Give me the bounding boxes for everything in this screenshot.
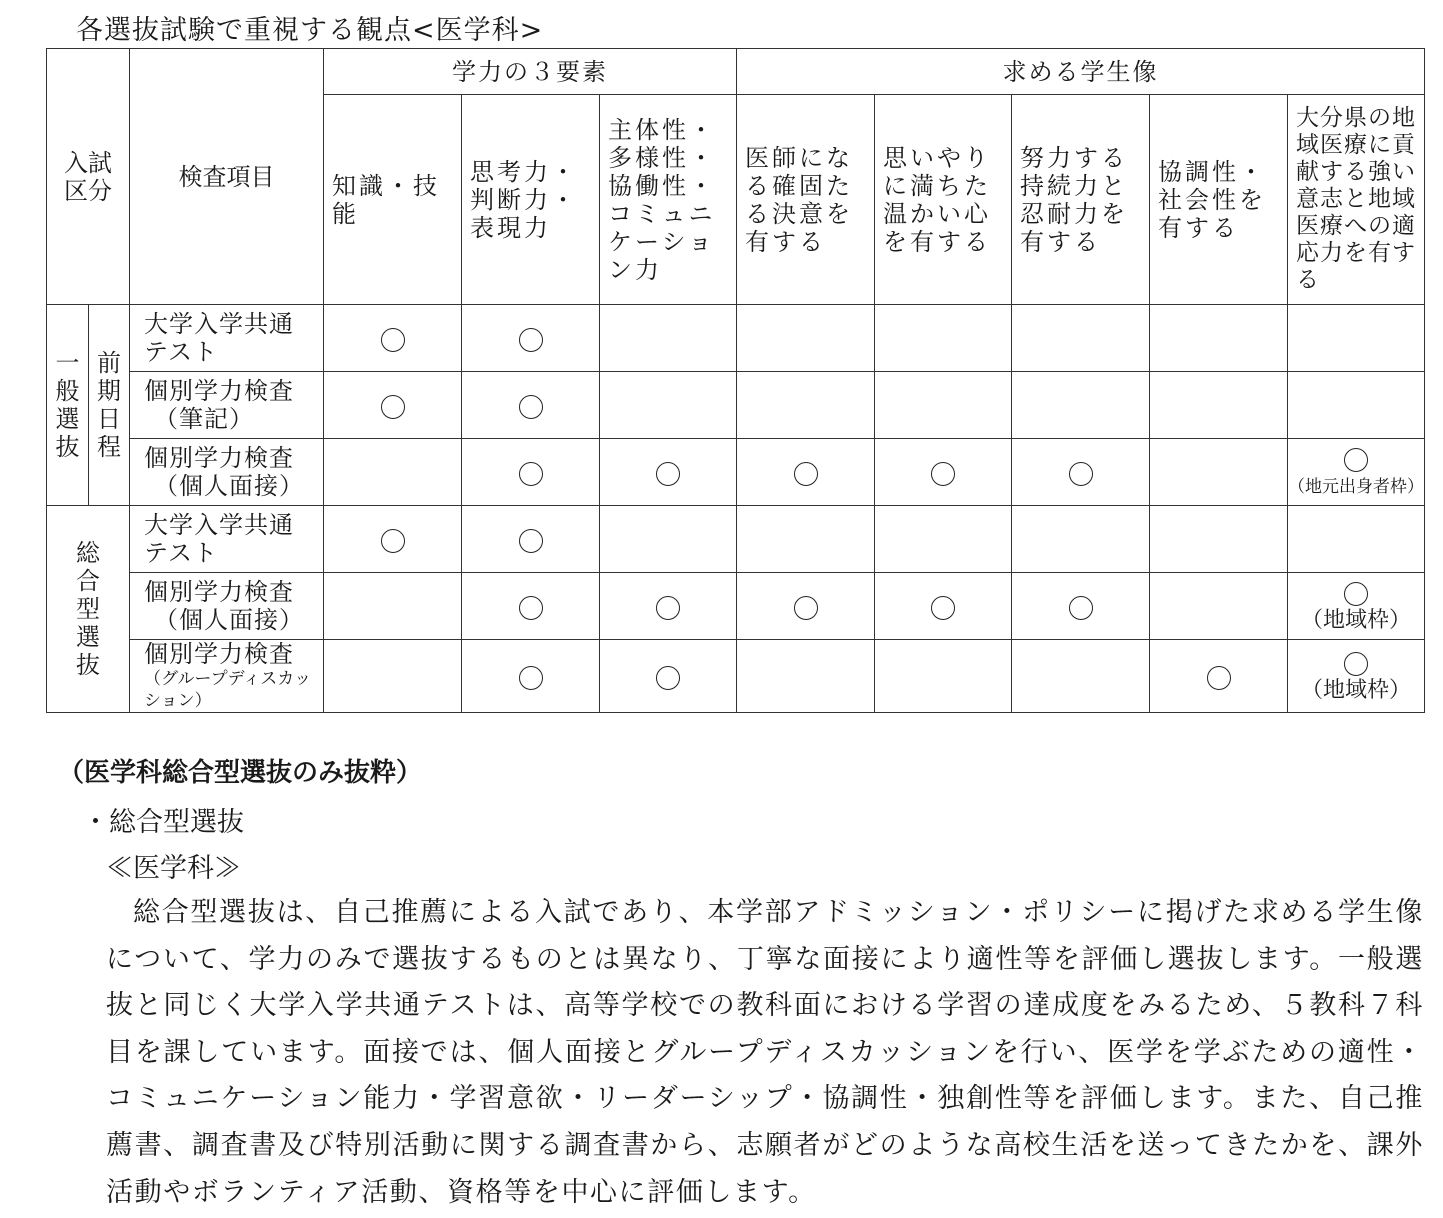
header-col-determination: 医師になる確固たる決意を有する <box>737 95 875 305</box>
circle-mark <box>519 328 543 352</box>
mark-cell <box>875 439 1012 506</box>
header-col-thinking: 思考力・判断力・表現力 <box>462 95 600 305</box>
mark-cell <box>1150 573 1288 640</box>
circle-mark <box>519 529 543 553</box>
table-row <box>47 439 1425 506</box>
section-general-sublabel: 前 期 日 程 <box>89 305 130 506</box>
circle-mark <box>1207 666 1231 690</box>
mark-cell <box>1288 439 1425 506</box>
table-row <box>47 372 1425 439</box>
circle-mark <box>931 596 955 620</box>
mark-cell <box>462 305 600 372</box>
circle-mark <box>1344 448 1368 472</box>
section-title: （医学科総合型選抜のみ抜粋） <box>58 758 423 788</box>
mark-cell <box>324 439 462 506</box>
mark-cell <box>324 573 462 640</box>
mark-cell <box>1288 305 1425 372</box>
circle-mark <box>656 666 680 690</box>
header-group-student: 求める学生像 <box>737 49 1425 95</box>
mark-cell <box>875 573 1012 640</box>
header-col-cooperation: 協調性・社会性を有する <box>1150 95 1288 305</box>
check-item-cell: 個別学力検査 （個人面接） <box>130 439 324 506</box>
mark-cell <box>875 640 1012 713</box>
header-col-regional-medicine: 大分県の地域医療に貢献する強い意志と地域医療への適応力を有する <box>1288 95 1425 305</box>
circle-mark <box>381 529 405 553</box>
mark-cell <box>1150 640 1288 713</box>
mark-cell <box>1012 372 1150 439</box>
evaluation-table <box>46 48 1425 713</box>
table-caption: 各選抜試験で重視する観点<医学科> <box>76 15 544 46</box>
section-general-label: 一 般 選 抜 <box>47 305 89 506</box>
bullet-heading: ・総合型選抜 <box>82 807 244 838</box>
description-paragraph: 総合型選抜は、自己推薦による入試であり、本学部アドミッション・ポリシーに掲げた求める学生像について、学力のみで選抜するものとは異なり、丁寧な面接により適性等を評価し選抜します。一般選抜と同じく大学入学共通テストは、高等学校での教科面における学習の達成度をみるため、５教科７科目を課しています。面接では、個人面接とグループディスカッションを行い、医学を学ぶための適性・コミュニケーション能力・学習意欲・リーダーシップ・協調性・独創性等を評価します。また、自己推薦書、調査書及び特別活動に関する調査書から、志願者がどのような高校生活を送ってきたかを、課外活動やボランティア活動、資格等を中心に評価します。 <box>106 897 1424 1208</box>
circle-mark <box>1344 582 1368 606</box>
mark-cell <box>1150 372 1288 439</box>
circle-mark <box>519 395 543 419</box>
mark-cell <box>1150 439 1288 506</box>
mark-cell <box>737 506 875 573</box>
mark-cell <box>875 372 1012 439</box>
mark-cell <box>1150 305 1288 372</box>
mark-cell <box>324 305 462 372</box>
check-item-cell: 個別学力検査 （グループディスカッション） <box>130 640 324 713</box>
mark-cell <box>1012 640 1150 713</box>
sub-heading: ≪医学科≫ <box>106 853 241 884</box>
circle-mark <box>519 596 543 620</box>
circle-mark <box>381 395 405 419</box>
mark-cell <box>1012 573 1150 640</box>
header-group-ability: 学力の３要素 <box>324 49 737 95</box>
mark-cell <box>600 573 737 640</box>
circle-mark <box>519 666 543 690</box>
mark-cell <box>737 439 875 506</box>
circle-mark <box>1344 652 1368 676</box>
mark-cell <box>600 506 737 573</box>
header-check-item: 検査項目 <box>130 49 324 305</box>
table-row <box>47 640 1425 713</box>
mark-cell <box>875 506 1012 573</box>
circle-mark <box>794 596 818 620</box>
mark-cell <box>737 305 875 372</box>
mark-cell <box>1150 506 1288 573</box>
header-col-independence: 主体性・多様性・協働性・コミュニケーション力 <box>600 95 737 305</box>
circle-mark <box>381 328 405 352</box>
mark-note: （地域枠） <box>1301 678 1412 703</box>
mark-cell <box>600 640 737 713</box>
table-row <box>47 506 1425 573</box>
mark-cell <box>1288 640 1425 713</box>
mark-cell <box>462 506 600 573</box>
circle-mark <box>656 462 680 486</box>
mark-note: （地元出身者枠） <box>1288 477 1425 497</box>
mark-cell <box>1288 573 1425 640</box>
mark-cell <box>737 640 875 713</box>
circle-mark <box>519 462 543 486</box>
mark-cell <box>600 439 737 506</box>
mark-cell <box>875 305 1012 372</box>
mark-cell <box>324 506 462 573</box>
check-item-cell: 個別学力検査 （筆記） <box>130 372 324 439</box>
check-item-cell: 大学入学共通 テスト <box>130 506 324 573</box>
mark-cell <box>600 372 737 439</box>
mark-cell <box>1012 305 1150 372</box>
check-item-cell: 個別学力検査 （個人面接） <box>130 573 324 640</box>
check-item-cell: 大学入学共通 テスト <box>130 305 324 372</box>
mark-note: （地域枠） <box>1301 608 1412 633</box>
mark-cell <box>1288 506 1425 573</box>
circle-mark <box>931 462 955 486</box>
mark-cell <box>324 640 462 713</box>
header-col-knowledge: 知識・技能 <box>324 95 462 305</box>
mark-cell <box>462 439 600 506</box>
circle-mark <box>656 596 680 620</box>
circle-mark <box>1069 462 1093 486</box>
header-exam-type: 入試 区分 <box>47 49 130 305</box>
table-row <box>47 305 1425 372</box>
table-row <box>47 573 1425 640</box>
mark-cell <box>1012 506 1150 573</box>
mark-cell <box>600 305 737 372</box>
mark-cell <box>1288 372 1425 439</box>
mark-cell <box>462 573 600 640</box>
mark-cell <box>737 372 875 439</box>
mark-cell <box>324 372 462 439</box>
circle-mark <box>794 462 818 486</box>
header-col-perseverance: 努力する持続力と忍耐力を有する <box>1012 95 1150 305</box>
circle-mark <box>1069 596 1093 620</box>
section-comprehensive-label: 総 合 型 選 抜 <box>47 506 130 713</box>
mark-cell <box>1012 439 1150 506</box>
header-row-groups <box>47 49 1425 95</box>
header-col-compassion: 思いやりに満ちた温かい心を有する <box>875 95 1012 305</box>
mark-cell <box>462 372 600 439</box>
mark-cell <box>462 640 600 713</box>
mark-cell <box>737 573 875 640</box>
